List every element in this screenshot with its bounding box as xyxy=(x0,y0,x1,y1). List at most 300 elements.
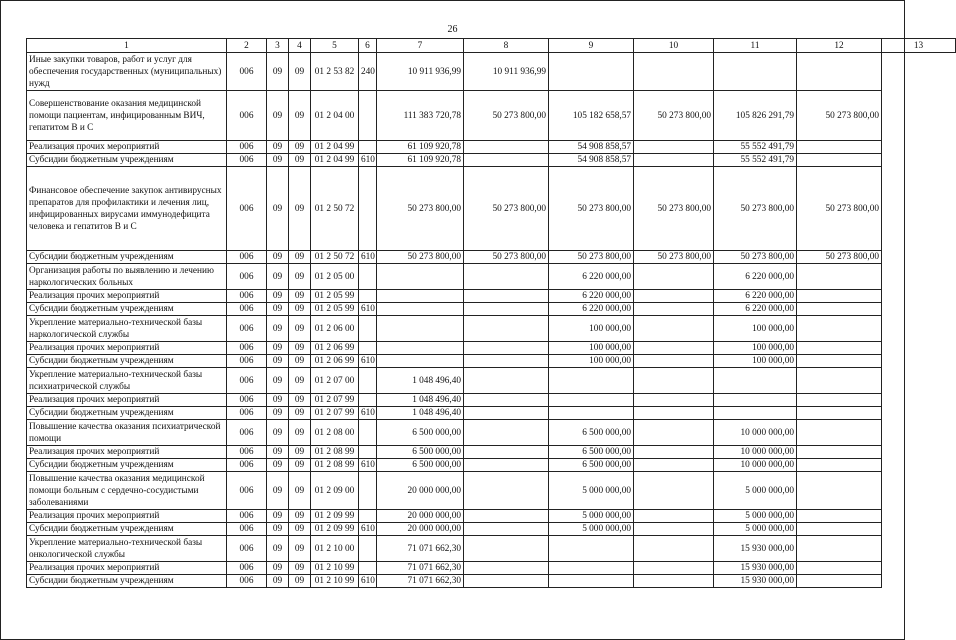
amount-cell xyxy=(634,472,714,510)
target-article-cell: 01 2 09 99 xyxy=(311,510,359,523)
amount-cell: 6 500 000,00 xyxy=(549,446,634,459)
section-code-cell: 09 xyxy=(267,394,289,407)
section-code-cell: 09 xyxy=(267,154,289,167)
table-row xyxy=(27,446,956,459)
table-row xyxy=(27,472,956,510)
row-name-cell: Реализация прочих мероприятий xyxy=(27,510,227,523)
amount-cell xyxy=(797,141,882,154)
table-row xyxy=(27,316,956,342)
target-article-cell: 01 2 09 99 xyxy=(311,523,359,536)
table-row xyxy=(27,264,956,290)
expense-type-cell xyxy=(359,562,377,575)
expense-type-cell xyxy=(359,536,377,562)
section-code-cell: 09 xyxy=(267,420,289,446)
section-code-cell: 09 xyxy=(267,510,289,523)
section-code-cell: 09 xyxy=(267,355,289,368)
subsection-code-cell: 09 xyxy=(289,446,311,459)
grbs-code-cell: 006 xyxy=(227,459,267,472)
target-article-cell: 01 2 50 72 xyxy=(311,251,359,264)
amount-cell xyxy=(634,316,714,342)
subsection-code-cell: 09 xyxy=(289,355,311,368)
target-article-cell: 01 2 04 99 xyxy=(311,154,359,167)
amount-cell xyxy=(797,368,882,394)
amount-cell: 6 500 000,00 xyxy=(549,420,634,446)
amount-cell: 20 000 000,00 xyxy=(377,472,464,510)
amount-cell: 100 000,00 xyxy=(714,355,797,368)
section-code-cell: 09 xyxy=(267,53,289,91)
grbs-code-cell: 006 xyxy=(227,342,267,355)
expense-type-cell: 610 xyxy=(359,575,377,588)
amount-cell: 6 220 000,00 xyxy=(549,264,634,290)
amount-cell xyxy=(797,446,882,459)
amount-cell xyxy=(634,342,714,355)
amount-cell xyxy=(797,472,882,510)
amount-cell: 100 000,00 xyxy=(549,342,634,355)
section-code-cell: 09 xyxy=(267,316,289,342)
row-name-cell: Субсидии бюджетным учреждениям xyxy=(27,407,227,420)
column-header: 1 xyxy=(27,39,227,53)
subsection-code-cell: 09 xyxy=(289,523,311,536)
amount-cell: 6 220 000,00 xyxy=(714,303,797,316)
amount-cell xyxy=(634,368,714,394)
amount-cell xyxy=(797,53,882,91)
grbs-code-cell: 006 xyxy=(227,575,267,588)
amount-cell xyxy=(714,53,797,91)
row-name-cell: Укрепление материально-технической базы наркологической службы xyxy=(27,316,227,342)
column-header: 12 xyxy=(797,39,882,53)
amount-cell: 105 182 658,57 xyxy=(549,91,634,141)
row-name-cell: Реализация прочих мероприятий xyxy=(27,446,227,459)
table-row xyxy=(27,575,956,588)
grbs-code-cell: 006 xyxy=(227,368,267,394)
row-name-cell: Иные закупки товаров, работ и услуг для обеспечения государственных (муниципальных) нужд xyxy=(27,53,227,91)
row-name-cell: Реализация прочих мероприятий xyxy=(27,290,227,303)
amount-cell: 50 273 800,00 xyxy=(797,91,882,141)
amount-cell xyxy=(634,290,714,303)
amount-cell: 6 220 000,00 xyxy=(714,264,797,290)
amount-cell xyxy=(797,264,882,290)
amount-cell: 5 000 000,00 xyxy=(549,510,634,523)
row-name-cell: Субсидии бюджетным учреждениям xyxy=(27,303,227,316)
amount-cell: 50 273 800,00 xyxy=(714,167,797,251)
amount-cell xyxy=(464,141,549,154)
amount-cell: 50 273 800,00 xyxy=(377,251,464,264)
grbs-code-cell: 006 xyxy=(227,472,267,510)
amount-cell xyxy=(634,53,714,91)
expense-type-cell: 610 xyxy=(359,303,377,316)
grbs-code-cell: 006 xyxy=(227,167,267,251)
amount-cell: 5 000 000,00 xyxy=(549,472,634,510)
column-header: 8 xyxy=(464,39,549,53)
column-header: 2 xyxy=(227,39,267,53)
amount-cell xyxy=(464,355,549,368)
section-code-cell: 09 xyxy=(267,536,289,562)
amount-cell xyxy=(797,303,882,316)
expense-type-cell: 610 xyxy=(359,459,377,472)
amount-cell xyxy=(464,368,549,394)
amount-cell xyxy=(797,316,882,342)
table-row xyxy=(27,290,956,303)
section-code-cell: 09 xyxy=(267,167,289,251)
target-article-cell: 01 2 09 00 xyxy=(311,472,359,510)
amount-cell: 6 500 000,00 xyxy=(549,459,634,472)
table-row xyxy=(27,523,956,536)
amount-cell: 20 000 000,00 xyxy=(377,523,464,536)
amount-cell: 6 500 000,00 xyxy=(377,459,464,472)
amount-cell xyxy=(797,523,882,536)
column-header: 10 xyxy=(634,39,714,53)
amount-cell xyxy=(464,303,549,316)
target-article-cell: 01 2 05 99 xyxy=(311,303,359,316)
column-header: 11 xyxy=(714,39,797,53)
amount-cell: 5 000 000,00 xyxy=(714,472,797,510)
grbs-code-cell: 006 xyxy=(227,154,267,167)
amount-cell: 15 930 000,00 xyxy=(714,575,797,588)
target-article-cell: 01 2 06 99 xyxy=(311,355,359,368)
amount-cell xyxy=(464,472,549,510)
amount-cell xyxy=(549,394,634,407)
amount-cell: 50 273 800,00 xyxy=(549,251,634,264)
amount-cell xyxy=(634,562,714,575)
amount-cell xyxy=(549,562,634,575)
amount-cell: 100 000,00 xyxy=(549,316,634,342)
section-code-cell: 09 xyxy=(267,264,289,290)
amount-cell: 55 552 491,79 xyxy=(714,141,797,154)
subsection-code-cell: 09 xyxy=(289,472,311,510)
table-row xyxy=(27,407,956,420)
row-name-cell: Реализация прочих мероприятий xyxy=(27,141,227,154)
table-row xyxy=(27,154,956,167)
grbs-code-cell: 006 xyxy=(227,536,267,562)
amount-cell xyxy=(464,290,549,303)
amount-cell xyxy=(377,303,464,316)
amount-cell xyxy=(634,303,714,316)
amount-cell: 50 273 800,00 xyxy=(634,251,714,264)
amount-cell xyxy=(549,536,634,562)
amount-cell xyxy=(464,342,549,355)
row-name-cell: Субсидии бюджетным учреждениям xyxy=(27,154,227,167)
column-header: 6 xyxy=(359,39,377,53)
table-row xyxy=(27,394,956,407)
table-row xyxy=(27,141,956,154)
amount-cell xyxy=(634,536,714,562)
amount-cell xyxy=(797,420,882,446)
subsection-code-cell: 09 xyxy=(289,536,311,562)
section-code-cell: 09 xyxy=(267,446,289,459)
grbs-code-cell: 006 xyxy=(227,251,267,264)
grbs-code-cell: 006 xyxy=(227,562,267,575)
grbs-code-cell: 006 xyxy=(227,510,267,523)
table-row xyxy=(27,420,956,446)
amount-cell: 10 911 936,99 xyxy=(464,53,549,91)
amount-cell xyxy=(464,264,549,290)
section-code-cell: 09 xyxy=(267,290,289,303)
amount-cell xyxy=(464,407,549,420)
amount-cell: 20 000 000,00 xyxy=(377,510,464,523)
grbs-code-cell: 006 xyxy=(227,420,267,446)
grbs-code-cell: 006 xyxy=(227,523,267,536)
amount-cell xyxy=(797,536,882,562)
amount-cell: 50 273 800,00 xyxy=(377,167,464,251)
subsection-code-cell: 09 xyxy=(289,303,311,316)
expense-type-cell: 610 xyxy=(359,251,377,264)
amount-cell xyxy=(634,446,714,459)
target-article-cell: 01 2 04 00 xyxy=(311,91,359,141)
amount-cell xyxy=(464,154,549,167)
amount-cell xyxy=(634,394,714,407)
amount-cell: 5 000 000,00 xyxy=(714,523,797,536)
amount-cell: 1 048 496,40 xyxy=(377,394,464,407)
expense-type-cell xyxy=(359,290,377,303)
amount-cell xyxy=(549,368,634,394)
amount-cell xyxy=(634,407,714,420)
amount-cell xyxy=(797,290,882,303)
column-header: 13 xyxy=(882,39,956,53)
row-name-cell: Укрепление материально-технической базы онкологической службы xyxy=(27,536,227,562)
grbs-code-cell: 006 xyxy=(227,394,267,407)
amount-cell: 105 826 291,79 xyxy=(714,91,797,141)
row-name-cell: Субсидии бюджетным учреждениям xyxy=(27,251,227,264)
amount-cell: 50 273 800,00 xyxy=(714,251,797,264)
grbs-code-cell: 006 xyxy=(227,303,267,316)
expense-type-cell xyxy=(359,394,377,407)
subsection-code-cell: 09 xyxy=(289,407,311,420)
column-header: 4 xyxy=(289,39,311,53)
amount-cell xyxy=(797,562,882,575)
amount-cell xyxy=(797,342,882,355)
section-code-cell: 09 xyxy=(267,368,289,394)
subsection-code-cell: 09 xyxy=(289,368,311,394)
target-article-cell: 01 2 07 99 xyxy=(311,394,359,407)
amount-cell xyxy=(464,575,549,588)
page-number: 26 xyxy=(447,24,458,35)
subsection-code-cell: 09 xyxy=(289,154,311,167)
expense-type-cell: 610 xyxy=(359,355,377,368)
amount-cell: 50 273 800,00 xyxy=(797,167,882,251)
amount-cell xyxy=(714,394,797,407)
amount-cell: 50 273 800,00 xyxy=(549,167,634,251)
row-name-cell: Совершенствование оказания медицинской помощи пациентам, инфицированным ВИЧ, гепатитом В и С xyxy=(27,91,227,141)
amount-cell xyxy=(714,407,797,420)
target-article-cell: 01 2 06 99 xyxy=(311,342,359,355)
amount-cell xyxy=(464,562,549,575)
section-code-cell: 09 xyxy=(267,575,289,588)
expense-type-cell xyxy=(359,342,377,355)
amount-cell xyxy=(377,264,464,290)
amount-cell xyxy=(634,510,714,523)
row-name-cell: Финансовое обеспечение закупок антивирусных препаратов для профилактики и лечения лиц, инфицированных вирусами иммунодефицита человека и гепатитов В и С xyxy=(27,167,227,251)
table-row xyxy=(27,251,956,264)
amount-cell: 50 273 800,00 xyxy=(464,91,549,141)
amount-cell: 10 000 000,00 xyxy=(714,420,797,446)
target-article-cell: 01 2 08 99 xyxy=(311,446,359,459)
amount-cell: 50 273 800,00 xyxy=(464,251,549,264)
subsection-code-cell: 09 xyxy=(289,562,311,575)
expense-type-cell xyxy=(359,420,377,446)
table-row xyxy=(27,342,956,355)
table-row xyxy=(27,91,956,141)
table-row xyxy=(27,167,956,251)
grbs-code-cell: 006 xyxy=(227,264,267,290)
amount-cell: 6 500 000,00 xyxy=(377,420,464,446)
table-row xyxy=(27,368,956,394)
amount-cell xyxy=(464,394,549,407)
column-header: 9 xyxy=(549,39,634,53)
subsection-code-cell: 09 xyxy=(289,141,311,154)
amount-cell xyxy=(549,53,634,91)
amount-cell: 15 930 000,00 xyxy=(714,562,797,575)
expense-type-cell xyxy=(359,141,377,154)
amount-cell xyxy=(377,316,464,342)
amount-cell: 1 048 496,40 xyxy=(377,368,464,394)
amount-cell: 50 273 800,00 xyxy=(464,167,549,251)
grbs-code-cell: 006 xyxy=(227,316,267,342)
row-name-cell: Реализация прочих мероприятий xyxy=(27,394,227,407)
column-header: 3 xyxy=(267,39,289,53)
grbs-code-cell: 006 xyxy=(227,446,267,459)
amount-cell: 15 930 000,00 xyxy=(714,536,797,562)
grbs-code-cell: 006 xyxy=(227,407,267,420)
column-header: 5 xyxy=(311,39,359,53)
table-row xyxy=(27,536,956,562)
table-row xyxy=(27,562,956,575)
row-name-cell: Реализация прочих мероприятий xyxy=(27,562,227,575)
amount-cell: 100 000,00 xyxy=(549,355,634,368)
expense-type-cell xyxy=(359,316,377,342)
amount-cell: 6 220 000,00 xyxy=(549,290,634,303)
row-name-cell: Субсидии бюджетным учреждениям xyxy=(27,459,227,472)
table-row xyxy=(27,510,956,523)
row-name-cell: Организация работы по выявлению и лечению наркологических больных xyxy=(27,264,227,290)
expense-type-cell xyxy=(359,472,377,510)
amount-cell xyxy=(634,575,714,588)
amount-cell xyxy=(634,523,714,536)
amount-cell xyxy=(549,575,634,588)
row-name-cell: Повышение качества оказания медицинской помощи больным с сердечно-сосудистыми заболеваниями xyxy=(27,472,227,510)
expense-type-cell xyxy=(359,510,377,523)
target-article-cell: 01 2 10 99 xyxy=(311,562,359,575)
row-name-cell: Повышение качества оказания психиатрической помощи xyxy=(27,420,227,446)
target-article-cell: 01 2 10 00 xyxy=(311,536,359,562)
amount-cell xyxy=(464,316,549,342)
section-code-cell: 09 xyxy=(267,562,289,575)
subsection-code-cell: 09 xyxy=(289,251,311,264)
amount-cell: 71 071 662,30 xyxy=(377,536,464,562)
column-number-row xyxy=(27,39,956,53)
grbs-code-cell: 006 xyxy=(227,53,267,91)
amount-cell xyxy=(797,459,882,472)
subsection-code-cell: 09 xyxy=(289,459,311,472)
amount-cell xyxy=(797,575,882,588)
target-article-cell: 01 2 07 99 xyxy=(311,407,359,420)
target-article-cell: 01 2 05 99 xyxy=(311,290,359,303)
amount-cell xyxy=(797,510,882,523)
expense-type-cell xyxy=(359,167,377,251)
subsection-code-cell: 09 xyxy=(289,91,311,141)
amount-cell: 55 552 491,79 xyxy=(714,154,797,167)
amount-cell xyxy=(797,355,882,368)
amount-cell: 6 500 000,00 xyxy=(377,446,464,459)
expense-type-cell xyxy=(359,91,377,141)
expense-type-cell: 610 xyxy=(359,154,377,167)
section-code-cell: 09 xyxy=(267,472,289,510)
grbs-code-cell: 006 xyxy=(227,290,267,303)
target-article-cell: 01 2 04 99 xyxy=(311,141,359,154)
subsection-code-cell: 09 xyxy=(289,290,311,303)
table-row xyxy=(27,355,956,368)
subsection-code-cell: 09 xyxy=(289,394,311,407)
row-name-cell: Субсидии бюджетным учреждениям xyxy=(27,523,227,536)
amount-cell xyxy=(797,394,882,407)
row-name-cell: Укрепление материально-технической базы психиатрической службы xyxy=(27,368,227,394)
subsection-code-cell: 09 xyxy=(289,264,311,290)
section-code-cell: 09 xyxy=(267,407,289,420)
expense-type-cell: 610 xyxy=(359,407,377,420)
amount-cell: 71 071 662,30 xyxy=(377,575,464,588)
section-code-cell: 09 xyxy=(267,459,289,472)
amount-cell: 50 273 800,00 xyxy=(634,91,714,141)
column-header: 7 xyxy=(377,39,464,53)
amount-cell: 111 383 720,78 xyxy=(377,91,464,141)
amount-cell: 54 908 858,57 xyxy=(549,154,634,167)
amount-cell xyxy=(797,407,882,420)
amount-cell: 5 000 000,00 xyxy=(714,510,797,523)
amount-cell xyxy=(464,523,549,536)
subsection-code-cell: 09 xyxy=(289,510,311,523)
subsection-code-cell: 09 xyxy=(289,420,311,446)
amount-cell: 50 273 800,00 xyxy=(634,167,714,251)
expense-type-cell: 610 xyxy=(359,523,377,536)
target-article-cell: 01 2 07 00 xyxy=(311,368,359,394)
grbs-code-cell: 006 xyxy=(227,355,267,368)
section-code-cell: 09 xyxy=(267,251,289,264)
amount-cell: 54 908 858,57 xyxy=(549,141,634,154)
amount-cell xyxy=(634,459,714,472)
amount-cell: 10 000 000,00 xyxy=(714,446,797,459)
amount-cell: 6 220 000,00 xyxy=(549,303,634,316)
amount-cell xyxy=(464,536,549,562)
amount-cell xyxy=(377,355,464,368)
amount-cell: 100 000,00 xyxy=(714,316,797,342)
section-code-cell: 09 xyxy=(267,303,289,316)
amount-cell: 10 000 000,00 xyxy=(714,459,797,472)
target-article-cell: 01 2 50 72 xyxy=(311,167,359,251)
target-article-cell: 01 2 06 00 xyxy=(311,316,359,342)
amount-cell xyxy=(464,420,549,446)
amount-cell xyxy=(714,368,797,394)
amount-cell xyxy=(464,510,549,523)
amount-cell xyxy=(634,154,714,167)
expense-type-cell xyxy=(359,264,377,290)
amount-cell xyxy=(464,459,549,472)
amount-cell: 100 000,00 xyxy=(714,342,797,355)
amount-cell xyxy=(797,154,882,167)
subsection-code-cell: 09 xyxy=(289,53,311,91)
target-article-cell: 01 2 53 82 xyxy=(311,53,359,91)
section-code-cell: 09 xyxy=(267,91,289,141)
row-name-cell: Субсидии бюджетным учреждениям xyxy=(27,575,227,588)
target-article-cell: 01 2 05 00 xyxy=(311,264,359,290)
table-row xyxy=(27,459,956,472)
row-name-cell: Реализация прочих мероприятий xyxy=(27,342,227,355)
amount-cell: 1 048 496,40 xyxy=(377,407,464,420)
section-code-cell: 09 xyxy=(267,523,289,536)
expense-type-cell xyxy=(359,368,377,394)
amount-cell xyxy=(377,342,464,355)
amount-cell xyxy=(634,355,714,368)
amount-cell: 61 109 920,78 xyxy=(377,154,464,167)
amount-cell xyxy=(549,407,634,420)
